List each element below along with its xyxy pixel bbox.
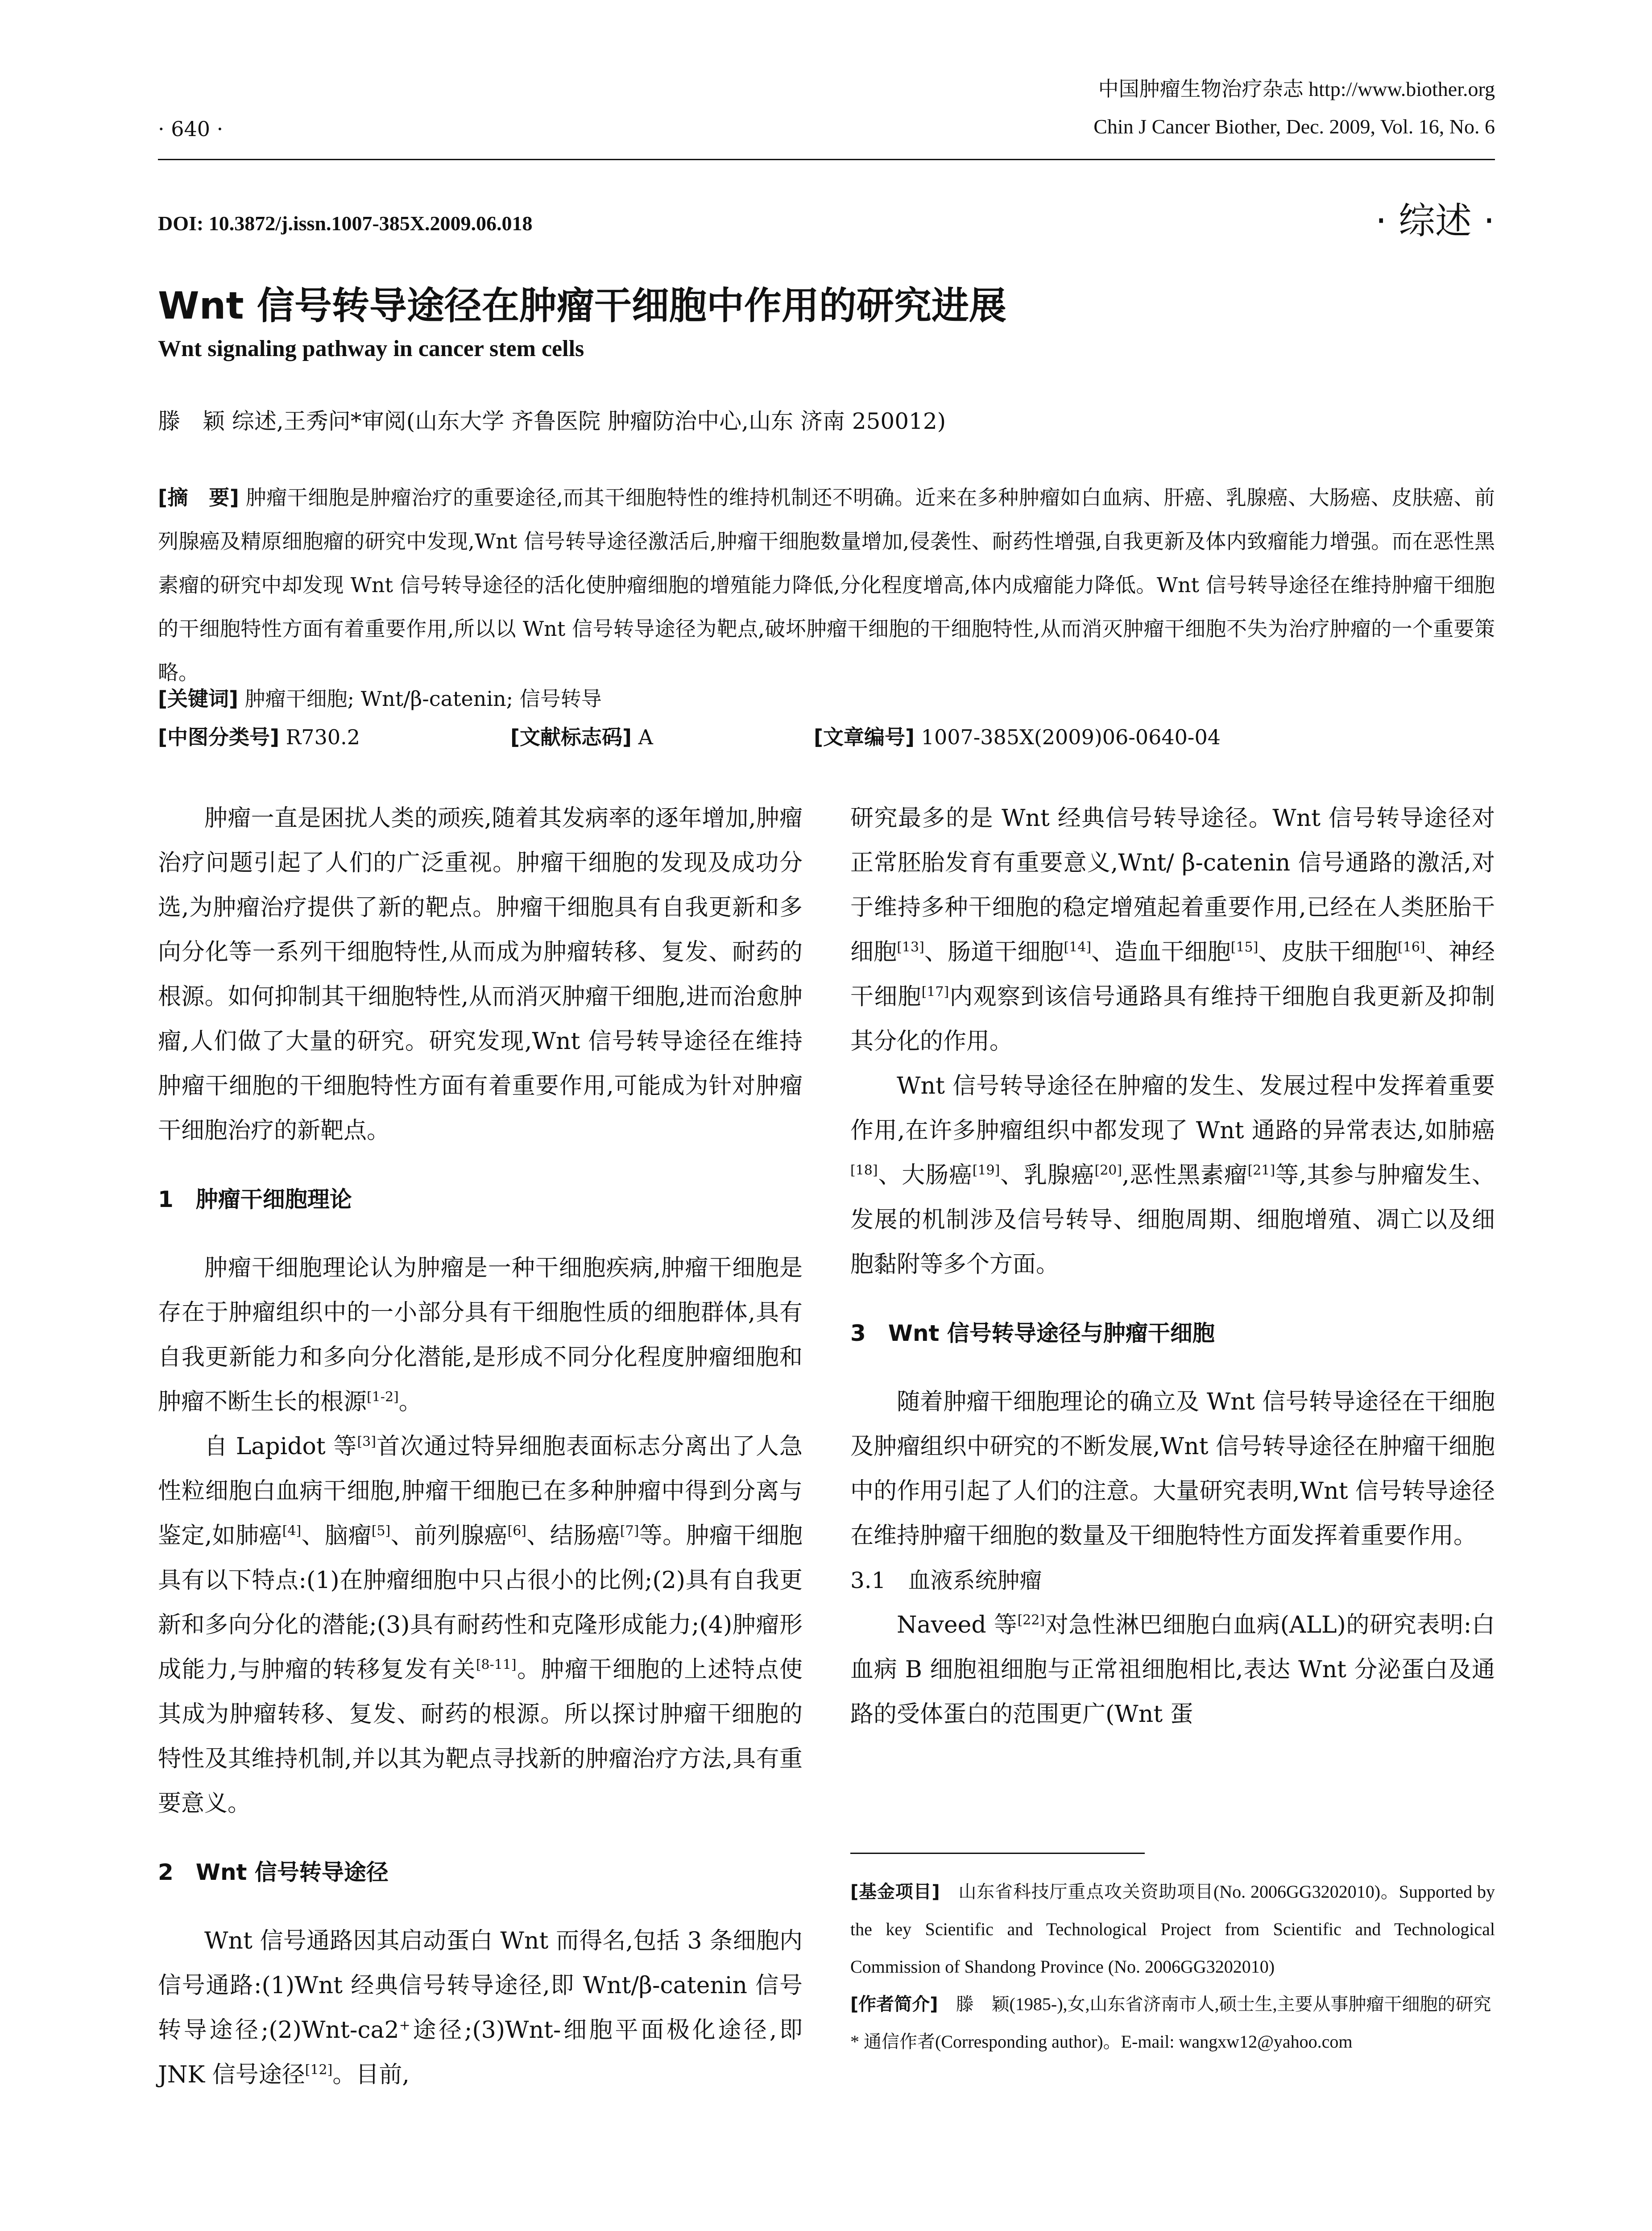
authors: 滕 颖 综述,王秀问*审阅(山东大学 齐鲁医院 肿瘤防治中心,山东 济南 250012): [158, 408, 946, 434]
paragraph: 肿瘤一直是困扰人类的顽疾,随着其发病率的逐年增加,肿瘤治疗问题引起了人们的广泛重视。肿瘤干细胞的发现及成功分选,为肿瘤治疗提供了新的靶点。肿瘤干细胞具有自我更新和多向分化等一系列干细胞特性,从而成为肿瘤转移、复发、耐药的根源。如何抑制其干细胞特性,从而消灭肿瘤干细胞,进而治愈肿瘤,人们做了大量的研究。研究发现,Wnt 信号转导途径在维持肿瘤干细胞的干细胞特性方面有着重要作用,可能成为针对肿瘤干细胞治疗的新靶点。: [158, 805, 803, 1144]
clc-item: [158, 721, 510, 751]
citation: [1-2]: [367, 1389, 399, 1405]
paragraph: 肿瘤干细胞理论认为肿瘤是一种干细胞疾病,肿瘤干细胞是存在于肿瘤组织中的一小部分具有干细胞性质的细胞群体,具有自我更新能力和多向分化潜能,是形成不同分化程度肿瘤细胞和肿瘤不断生长的根源[1-2]。: [158, 1255, 803, 1415]
title-cn: Wnt 信号转导途径在肿瘤干细胞中作用的研究进展: [158, 284, 1006, 328]
body-left-column: [158, 796, 803, 2097]
page-number: · 640 ·: [158, 117, 224, 141]
paragraph: 研究最多的是 Wnt 经典信号转导途径。Wnt 信号转导途径对正常胚胎发育有重要意义,Wnt/ β-catenin 信号通路的激活,对于维持多种干细胞的稳定增殖起着重要作用,已经在人类胚胎干细胞[13]、肠道干细胞[14]、造血干细胞[15]、皮肤干细胞[16]、神经干细胞[17]内观察到该信号通路具有维持干细胞自我更新及抑制其分化的作用。: [850, 805, 1495, 1055]
doc-value: A: [638, 725, 653, 749]
section-heading-3: 3 Wnt 信号转导途径与肿瘤干细胞: [850, 1320, 1215, 1346]
subsection-heading-3-1: 3.1 血液系统肿瘤: [850, 1568, 1042, 1593]
title-en: Wnt signaling pathway in cancer stem cells: [158, 336, 584, 361]
paragraph: Wnt 信号转导途径在肿瘤的发生、发展过程中发挥着重要作用,在许多肿瘤组织中都发现了 Wnt 通路的异常表达,如肺癌[18]、大肠癌[19]、乳腺癌[20],恶性黑素瘤[21]等,其参与肿瘤发生、发展的机制涉及信号转导、细胞周期、细胞增殖、凋亡以及细胞黏附等多个方面。: [850, 1073, 1495, 1278]
author-footnote: [作者简介] 滕 颖(1985-),女,山东省济南市人,硕士生,主要从事肿瘤干细胞的研究: [850, 1994, 1491, 2015]
citation: [15]: [1230, 939, 1259, 955]
section-heading-1: 1 肿瘤干细胞理论: [158, 1186, 352, 1212]
art-label: [文章编号]: [814, 725, 915, 749]
footnote-rule: [850, 1853, 1145, 1854]
abstract: [158, 476, 1495, 694]
superscript: +: [399, 2017, 410, 2033]
art-item: [814, 721, 1221, 751]
abstract-label: [摘 要]: [158, 485, 239, 510]
citation: [7]: [620, 1523, 639, 1539]
doc-label: [文献标志码]: [510, 725, 632, 749]
corresponding-footnote: * 通信作者(Corresponding author)。E-mail: wangxw12@yahoo.com: [850, 2032, 1353, 2052]
paragraph: 自 Lapidot 等[3]首次通过特异细胞表面标志分离出了人急性粒细胞白血病干细胞,肿瘤干细胞已在多种肿瘤中得到分离与鉴定,如肺癌[4]、脑瘤[5]、前列腺癌[6]、结肠癌[7]等。肿瘤干细胞具有以下特点:(1)在肿瘤细胞中只占很小的比例;(2)具有自我更新和多向分化的潜能;(3)具有耐药性和克隆形成能力;(4)肿瘤形成能力,与肿瘤的转移复发有关[8-11]。肿瘤干细胞的上述特点使其成为肿瘤转移、复发、耐药的根源。所以探讨肿瘤干细胞的特性及其维持机制,并以其为靶点寻找新的肿瘤治疗方法,具有重要意义。: [158, 1433, 803, 1817]
section-heading-2: 2 Wnt 信号转导途径: [158, 1859, 389, 1885]
header-rule: [158, 159, 1495, 160]
citation: [14]: [1064, 939, 1092, 955]
keywords-text: 肿瘤干细胞; Wnt/β-catenin; 信号转导: [244, 687, 602, 711]
paragraph: 随着肿瘤干细胞理论的确立及 Wnt 信号转导途径在干细胞及肿瘤组织中研究的不断发展,Wnt 信号转导途径在肿瘤干细胞中的作用引起了人们的注意。大量研究表明,Wnt 信号转导途径在维持肿瘤干细胞的数量及干细胞特性方面发挥着重要作用。: [850, 1389, 1495, 1549]
abstract-text: 肿瘤干细胞是肿瘤治疗的重要途径,而其干细胞特性的维持机制还不明确。近来在多种肿瘤如白血病、肝癌、乳腺癌、大肠癌、皮肤癌、前列腺癌及精原细胞瘤的研究中发现,Wnt 信号转导途径激活后,肿瘤干细胞数量增加,侵袭性、耐药性增强,自我更新及体内致瘤能力增强。而在恶性黑素瘤的研究中却发现 Wnt 信号转导途径的活化使肿瘤细胞的增殖能力降低,分化程度增高,体内成瘤能力降低。Wnt 信号转导途径在维持肿瘤干细胞的干细胞特性方面有着重要作用,所以以 Wnt 信号转导途径为靶点,破坏肿瘤干细胞的干细胞特性,从而消灭肿瘤干细胞不失为治疗肿瘤的一个重要策略。: [158, 485, 1495, 684]
art-value: 1007-385X(2009)06-0640-04: [921, 725, 1221, 749]
clc-value: R730.2: [286, 725, 360, 749]
journal-name-cn: 中国肿瘤生物治疗杂志 http://www.biother.org: [1098, 78, 1495, 100]
citation: [5]: [371, 1523, 391, 1539]
citation: [19]: [972, 1162, 1000, 1178]
citation: [20]: [1094, 1162, 1122, 1178]
paragraph: Naveed 等[22]对急性淋巴细胞白血病(ALL)的研究表明:白血病 B 细胞祖细胞与正常祖细胞相比,表达 Wnt 分泌蛋白及通路的受体蛋白的范围更广(Wnt 蛋: [850, 1612, 1495, 1728]
doc-item: [510, 721, 814, 751]
keywords-label: [关键词]: [158, 687, 239, 711]
paragraph: Wnt 信号通路因其启动蛋白 Wnt 而得名,包括 3 条细胞内信号通路:(1)Wnt 经典信号转导途径,即 Wnt/β-catenin 信号转导途径;(2)Wnt-ca2+途径;(3)Wnt-细胞平面极化途径,即 JNK 信号途径[12]。目前,: [158, 1928, 803, 2088]
citation: [12]: [305, 2062, 333, 2078]
classification: [158, 721, 1495, 751]
citation: [17]: [921, 984, 949, 1000]
footnotes: [850, 1873, 1495, 2061]
clc-label: [中图分类号]: [158, 725, 280, 749]
citation: [16]: [1398, 939, 1425, 955]
keywords: [158, 683, 602, 712]
journal-header: [1093, 70, 1495, 145]
fund-footnote: [基金项目] 山东省科技厅重点攻关资助项目(No. 2006GG3202010)。Supported by the key Scientific and Technological Project from Scientific and Technological Commission of Shandong Province (No. 2006GG3202010): [850, 1882, 1495, 1977]
citation: [13]: [897, 939, 924, 955]
citation: [22]: [1017, 1612, 1045, 1628]
citation: [8-11]: [476, 1657, 517, 1673]
citation: [21]: [1247, 1162, 1275, 1178]
citation: [3]: [357, 1434, 376, 1450]
citation: [6]: [507, 1523, 526, 1539]
citation: [18]: [850, 1162, 878, 1178]
section-type: · 综述 ·: [1375, 200, 1495, 242]
journal-name-en: Chin J Cancer Biother, Dec. 2009, Vol. 16, No. 6: [1093, 115, 1495, 138]
body-right-column: [850, 796, 1495, 1737]
doi: DOI: 10.3872/j.issn.1007-385X.2009.06.018: [158, 212, 533, 235]
citation: [4]: [282, 1523, 302, 1539]
